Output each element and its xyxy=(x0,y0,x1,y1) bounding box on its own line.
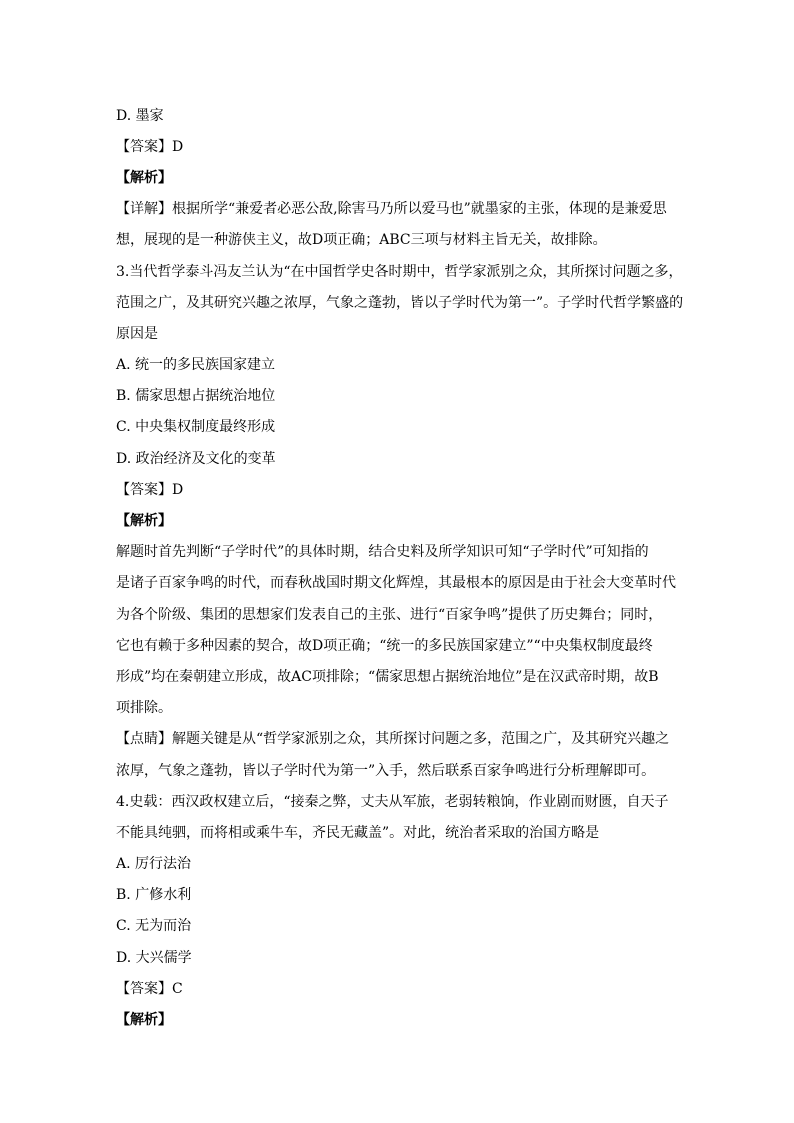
tip-q3-line2: 浓厚，气象之蓬勃，皆以子学时代为第一”入手，然后联系百家争鸣进行分析理解即可。 xyxy=(116,762,656,779)
document-page xyxy=(116,100,684,1036)
question-4-line1: 4.史载：西汉政权建立后，“接秦之弊，丈夫从军旅，老弱转粮饷，作业剧而财匮，自天子 xyxy=(116,793,669,810)
analysis-q3-line1: 解题时首先判断“子学时代”的具体时期，结合史料及所学知识可知“子学时代”可知指的 xyxy=(116,544,649,561)
analysis-q3-line4: 它也有赖于多种因素的契合，故D项正确；“统一的多民族国家建立”“中央集权制度最终 xyxy=(116,637,653,654)
q4-option-b: B. 广修水利 xyxy=(116,887,192,904)
q4-option-c: C. 无为而治 xyxy=(116,918,192,935)
question-3-line2: 范围之广，及其研究兴趣之浓厚，气象之蓬勃，皆以子学时代为第一”。子学时代哲学繁盛的 xyxy=(116,294,684,311)
analysis-q3-line6: 项排除。 xyxy=(116,700,172,717)
analysis-label-q2: 【解析】 xyxy=(116,169,172,186)
answer-label-q3: 【答案】D xyxy=(116,481,184,498)
q4-option-a: A. 厉行法治 xyxy=(116,856,192,873)
answer-label-q2: 【答案】D xyxy=(116,138,184,155)
q3-option-a: A. 统一的多民族国家建立 xyxy=(116,357,276,374)
detail-q2-line2: 想，展现的是一种游侠主义，故D项正确；ABC三项与材料主旨无关，故排除。 xyxy=(116,232,607,249)
question-3-line1: 3.当代哲学泰斗冯友兰认为“在中国哲学史各时期中，哲学家派别之众，其所探讨问题之多， xyxy=(116,263,683,280)
analysis-q3-line5: 形成”均在秦朝建立形成，故AC项排除；“儒家思想占据统治地位”是在汉武帝时期，故B xyxy=(116,668,659,685)
answer-label-q4: 【答案】C xyxy=(116,980,183,997)
option-d-prev: D. 墨家 xyxy=(116,107,164,124)
detail-q2-line1: 【详解】根据所学“兼爱者必恶公敌,除害马乃所以爱马也”就墨家的主张，体现的是兼爱思 xyxy=(116,201,667,218)
analysis-q3-line3: 为各个阶级、集团的思想家们发表自己的主张、进行“百家争鸣”提供了历史舞台；同时， xyxy=(116,606,663,623)
q4-option-d: D. 大兴儒学 xyxy=(116,949,192,966)
question-3-line3: 原因是 xyxy=(116,325,158,342)
q3-option-b: B. 儒家思想占据统治地位 xyxy=(116,388,276,405)
q3-option-c: C. 中央集权制度最终形成 xyxy=(116,419,276,436)
q3-option-d: D. 政治经济及文化的变革 xyxy=(116,450,276,467)
analysis-q3-line2: 是诸子百家争鸣的时代，而春秋战国时期文化辉煌，其最根本的原因是由于社会大变革时代 xyxy=(116,575,676,592)
analysis-label-q3: 【解析】 xyxy=(116,513,172,530)
analysis-label-q4: 【解析】 xyxy=(116,1012,172,1029)
question-4-line2: 不能具纯驷，而将相或乘牛车，齐民无藏盖”。对此，统治者采取的治国方略是 xyxy=(116,824,600,841)
tip-q3-line1: 【点睛】解题关键是从“哲学家派别之众，其所探讨问题之多，范围之广，及其研究兴趣之 xyxy=(116,731,670,748)
